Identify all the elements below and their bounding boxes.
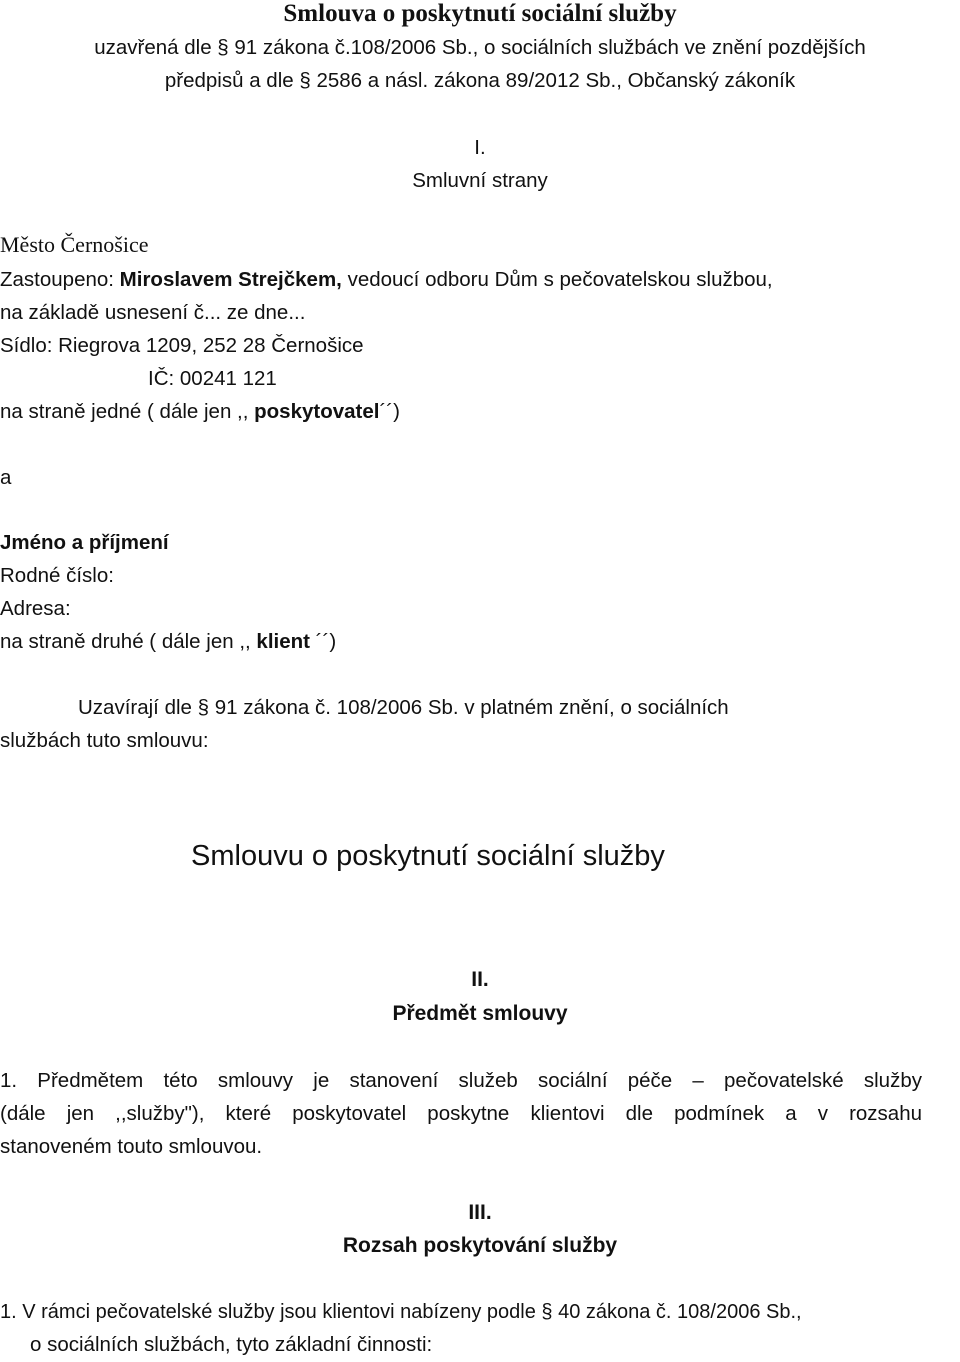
provider-representative	[0, 266, 773, 294]
section-2-paragraph-line-3: stanoveném touto smlouvou.	[0, 1135, 263, 1158]
party-two-term: klient	[256, 630, 310, 653]
client-name-label: Jméno a příjmení	[0, 531, 169, 554]
section-3-number: III.	[468, 1201, 492, 1224]
section-2-paragraph-line-1: 1. Předmětem této smlouvy je stanovení služeb sociální péče – pečovatelské služby	[0, 1069, 922, 1092]
party-one-designation	[0, 398, 400, 426]
party-two-designation	[0, 628, 336, 656]
party-two-prefix: na straně druhé ( dále jen ,,	[0, 630, 257, 653]
section-1-number: I.	[474, 136, 486, 159]
document-title: Smlouva o poskytnutí sociální služby	[283, 0, 677, 27]
party-one-suffix: ´´)	[379, 400, 400, 423]
document-subtitle-line-1: uzavřená dle § 91 zákona č.108/2006 Sb., o sociálních službách ve znění pozdějších	[94, 36, 866, 59]
provider-ic: IČ: 00241 121	[148, 367, 277, 390]
party-one-term: poskytovatel	[254, 400, 380, 423]
conclusion-line-2: službách tuto smlouvu:	[0, 729, 209, 752]
section-2-number: II.	[471, 968, 489, 991]
representative-name: Miroslavem Strejčkem,	[119, 268, 342, 291]
provider-seat: Sídlo: Riegrova 1209, 252 28 Černošice	[0, 334, 364, 357]
representative-role: vedoucí odboru Dům s pečovatelskou službou,	[341, 268, 773, 291]
section-2-heading: Předmět smlouvy	[392, 1002, 568, 1025]
section-3-paragraph-line-1: 1. V rámci pečovatelské služby jsou klientovi nabízeny podle § 40 zákona č. 108/2006 Sb.,	[0, 1301, 802, 1323]
representative-prefix: Zastoupeno:	[0, 268, 120, 291]
section-3-heading: Rozsah poskytování služby	[342, 1234, 618, 1257]
contract-title: Smlouvu o poskytnutí sociální služby	[191, 840, 665, 872]
party-two-suffix: ´´)	[309, 630, 337, 653]
resolution-reference: na základě usnesení č... ze dne...	[0, 301, 306, 324]
client-address-label: Adresa:	[0, 597, 71, 620]
document-subtitle-line-2: předpisů a dle § 2586 a násl. zákona 89/2012 Sb., Občanský zákoník	[164, 69, 796, 92]
section-3-paragraph-line-2: o sociálních službách, tyto základní činnosti:	[30, 1333, 433, 1356]
section-2-paragraph-line-2: (dále jen ,,služby"), které poskytovatel poskytne klientovi dle podmínek a v rozsahu	[0, 1102, 922, 1125]
provider-name: Město Černošice	[0, 232, 149, 257]
conclusion-line-1: Uzavírají dle § 91 zákona č. 108/2006 Sb. v platném znění, o sociálních	[78, 696, 729, 719]
conjunction-and: a	[0, 466, 12, 489]
party-one-prefix: na straně jedné ( dále jen ,,	[0, 400, 255, 423]
client-birth-number-label: Rodné číslo:	[0, 564, 114, 587]
section-1-heading: Smluvní strany	[412, 169, 548, 192]
